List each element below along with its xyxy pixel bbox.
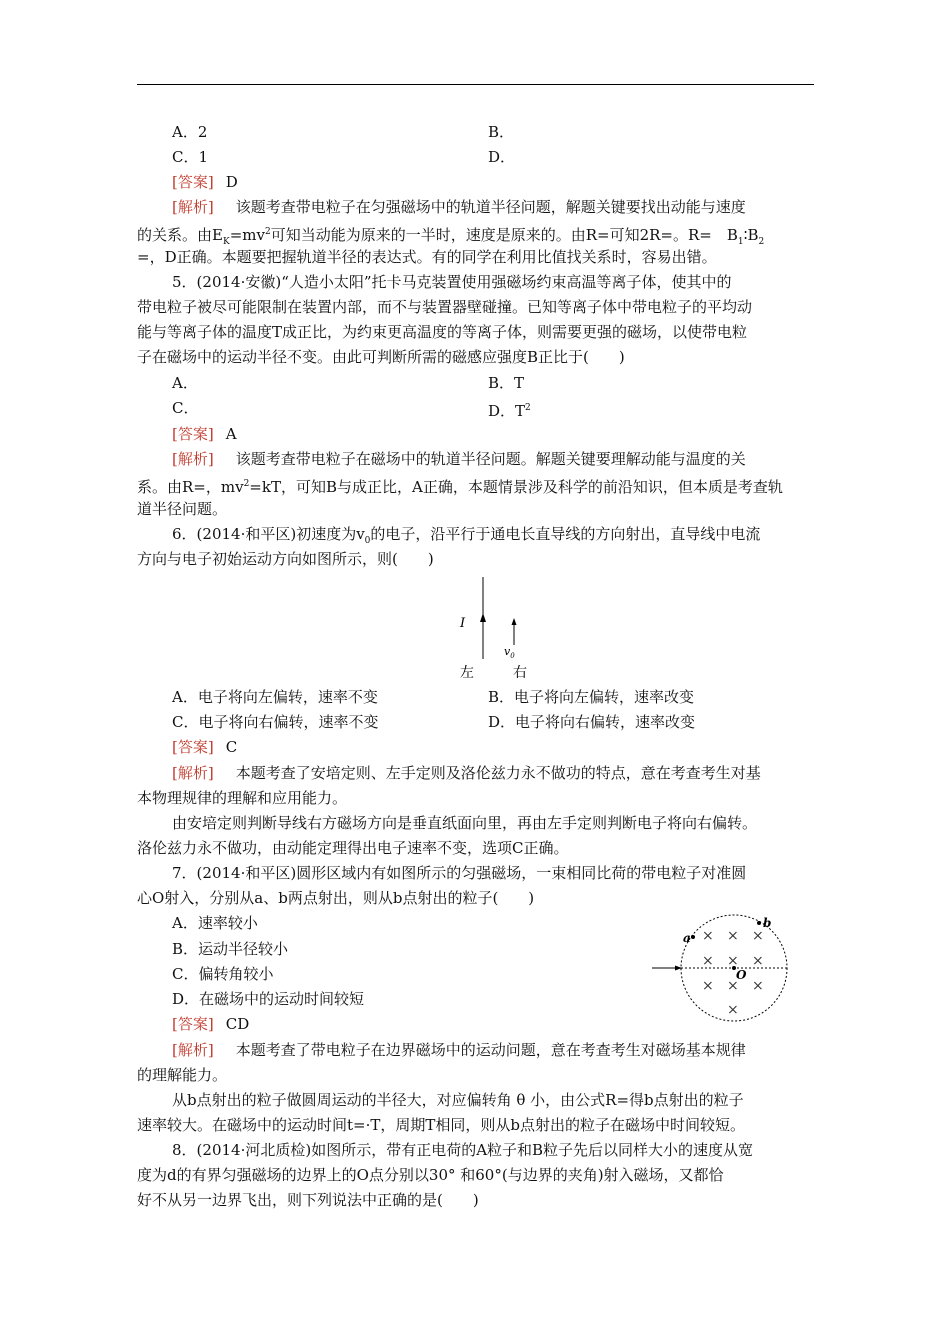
field-cross-icon: ×: [752, 978, 764, 994]
q8-stem-line-1: 8．(2014·河北质检)如图所示，带有正电荷的A粒子和B粒子先后以同样大小的速度从宽: [172, 1141, 754, 1159]
q4-explanation-line-1: [解析] 该题考查带电粒子在匀强磁场中的轨道半径问题，解题关键要找出动能与速度: [172, 198, 746, 216]
q5-explanation-line-1: [解析] 该题考查带电粒子在磁场中的轨道半径问题。解题关键要理解动能与温度的关: [172, 450, 746, 468]
q4-explanation-line-3: =，D正确。本题要把握轨道半径的表达式。有的同学在利用比值找关系时，容易出错。: [137, 248, 717, 266]
left-label: 左: [460, 665, 474, 681]
center-o-label: O: [736, 968, 747, 982]
current-label: I: [460, 616, 466, 631]
q5-option-a: A．: [172, 374, 198, 392]
q4-answer: [172, 172, 238, 192]
q5-answer: [答案] A: [172, 425, 237, 443]
current-arrow-icon: [480, 613, 486, 622]
right-label: 右: [513, 665, 527, 681]
q7-stem-line-2: 心O射入，分别从a、b两点射出，则从b点射出的粒子( ): [137, 889, 535, 907]
q5-option-d: D．$T^2$: [488, 402, 531, 420]
velocity-label: $v_0$: [504, 645, 515, 660]
q7-figure-circular-field: [648, 910, 788, 1028]
q4-option-c: C．1: [172, 148, 209, 166]
q7-answer: [答案] CD: [172, 1015, 250, 1033]
q6-explanation-line-3: 由安培定则判断导线右方磁场方向是垂直纸面向里，再由左手定则判断电子将向右偏转。: [172, 814, 758, 832]
q7-option-a: A．速率较小: [172, 914, 258, 932]
header-rule: [137, 84, 814, 85]
explain-tag: [解析]: [172, 198, 214, 216]
q5-stem-line-2: 带电粒子被尽可能限制在装置内部，而不与装置器壁碰撞。已知等离子体中带电粒子的平均动: [137, 298, 753, 316]
field-cross-icon: ×: [702, 953, 714, 969]
field-cross-icon: ×: [702, 928, 714, 944]
q7-explanation-line-1: [解析] 本题考查了带电粒子在边界磁场中的运动问题，意在考查考生对磁场基本规律: [172, 1041, 746, 1059]
q7-option-d: D．在磁场中的运动时间较短: [172, 990, 365, 1008]
field-cross-icon: ×: [727, 928, 739, 944]
q4-explanation-line-2: 的关系。由$E_K=mv^2$可知当动能为原来的一半时，速度是原来的。由R=可知2R=。R= $B_1∶B_2$: [137, 226, 765, 247]
q5-explanation-line-3: 道半径问题。: [137, 500, 228, 518]
q6-explanation-line-2: 本物理规律的理解和应用能力。: [137, 789, 348, 807]
q6-option-c: C．电子将向右偏转，速率不变: [172, 713, 379, 731]
field-cross-icon: ×: [727, 1002, 739, 1018]
field-cross-icon: ×: [702, 978, 714, 994]
q7-explanation-line-4: 速率较大。在磁场中的运动时间t=·T，周期T相同，则从b点射出的粒子在磁场中时间较短。: [137, 1116, 745, 1134]
point-b-label: b: [763, 916, 772, 930]
q6-option-a: A．电子将向左偏转，速率不变: [172, 688, 378, 706]
q7-option-b: B．运动半径较小: [172, 940, 289, 958]
q6-explanation-line-1: [解析] 本题考查了安培定则、左手定则及洛伦兹力永不做功的特点，意在考查考生对基: [172, 764, 761, 782]
q5-stem-line-4: 子在磁场中的运动半径不变。由此可判断所需的磁感应强度B正比于( ): [137, 348, 625, 366]
q5-stem-line-1: 5．(2014·安徽)“人造小太阳”托卡马克装置使用强磁场约束高温等离子体，使其中的: [172, 273, 732, 291]
field-cross-icon: ×: [752, 953, 764, 969]
q6-explanation-line-4: 洛伦兹力永不做功，由动能定理得出电子速率不变，选项C正确。: [137, 839, 569, 857]
q4-option-d: D．: [488, 148, 516, 166]
field-cross-marks: [702, 928, 764, 1018]
q4-answer-value: D: [225, 173, 238, 191]
q8-stem-line-2: 度为d的有界匀强磁场的边界上的O点分别以30° 和60°(与边界的夹角)射入磁场，又都恰: [137, 1166, 724, 1184]
point-b-dot: [757, 921, 761, 925]
q6-option-d: D．电子将向右偏转，速率改变: [488, 713, 696, 731]
q6-answer: [答案] C: [172, 738, 238, 756]
q6-option-b: B．电子将向左偏转，速率改变: [488, 688, 695, 706]
q7-explanation-line-2: 的理解能力。: [137, 1066, 228, 1084]
q4-option-b: B．: [488, 123, 515, 141]
q5-option-c: C．: [172, 399, 199, 417]
field-cross-icon: ×: [752, 928, 764, 944]
field-cross-icon: ×: [727, 953, 739, 969]
q5-option-b: B．T: [488, 374, 525, 392]
q6-stem-line-2: 方向与电子初始运动方向如图所示，则( ): [137, 550, 434, 568]
point-a-dot: [691, 935, 695, 939]
q7-explanation-line-3: 从b点射出的粒子做圆周运动的半径大，对应偏转角 θ 小，由公式R=得b点射出的粒子: [172, 1091, 744, 1109]
velocity-arrow-icon: [512, 618, 517, 625]
q7-stem-line-1: 7．(2014·和平区)圆形区域内有如图所示的匀强磁场，一束相同比荷的带电粒子对准圆: [172, 864, 747, 882]
point-a-label: a: [683, 931, 691, 945]
answer-tag: [答案]: [172, 173, 214, 191]
q6-stem-line-1: 6．(2014·和平区)初速度为$v_0$的电子，沿平行于通电长直导线的方向射出，直导线中电流: [172, 525, 761, 546]
q6-figure-wire-diagram: [440, 575, 550, 683]
q7-option-c: C．偏转角较小: [172, 965, 274, 983]
q8-stem-line-3: 好不从另一边界飞出，则下列说法中正确的是( ): [137, 1191, 479, 1209]
field-cross-icon: ×: [727, 978, 739, 994]
q4-option-a: A．2: [172, 123, 208, 141]
q5-stem-line-3: 能与等离子体的温度T成正比，为约束更高温度的等离子体，则需要更强的磁场，以使带电粒: [137, 323, 748, 341]
q5-explanation-line-2: 系。由R=，$mv^2=kT$，可知B与成正比，A正确，本题情景涉及科学的前沿知识，但本质是考查轨: [137, 478, 783, 496]
